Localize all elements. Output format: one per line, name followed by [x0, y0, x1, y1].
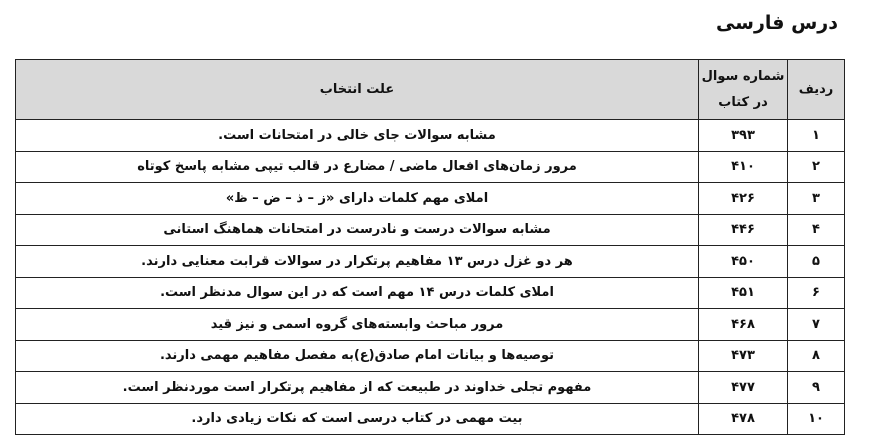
question-number: ۴۶۸ — [699, 309, 788, 341]
question-number: ۴۵۱ — [699, 277, 788, 309]
header-question-number-line2: در کتاب — [718, 94, 768, 110]
question-number: ۴۱۰ — [699, 151, 788, 183]
selection-reason: بیت مهمی در کتاب درسی است که نکات زیادی دارد. — [16, 403, 699, 435]
table-row — [16, 340, 845, 372]
header-row-number: ردیف — [788, 60, 845, 120]
page-title: درس فارسی — [716, 12, 838, 34]
table-row — [16, 403, 845, 435]
table-row — [16, 183, 845, 215]
question-number: ۳۹۳ — [699, 120, 788, 152]
selection-reason: مرور مباحث وابسته‌های گروه اسمی و نیز قید — [16, 309, 699, 341]
header-question-number-line1: شماره سوال — [701, 68, 785, 84]
table-row — [16, 151, 845, 183]
table-row — [16, 372, 845, 404]
selection-reason: مشابه سوالات درست و نادرست در امتحانات هماهنگ استانی — [16, 214, 699, 246]
row-number: ۷ — [788, 309, 845, 341]
row-number: ۲ — [788, 151, 845, 183]
row-number: ۱۰ — [788, 403, 845, 435]
row-number: ۶ — [788, 277, 845, 309]
table-row — [16, 120, 845, 152]
table-header-row — [16, 60, 845, 120]
selection-reason: مرور زمان‌های افعال ماضی / مضارع در قالب تیپی مشابه پاسخ کوتاه — [16, 151, 699, 183]
row-number: ۵ — [788, 246, 845, 278]
row-number: ۳ — [788, 183, 845, 215]
question-number: ۴۷۳ — [699, 340, 788, 372]
question-number: ۴۴۶ — [699, 214, 788, 246]
selection-reason: املای مهم کلمات دارای «ز – ذ – ض – ظ» — [16, 183, 699, 215]
selection-reason: مفهوم تجلی خداوند در طبیعت که از مفاهیم پرتکرار است موردنظر است. — [16, 372, 699, 404]
table-row — [16, 214, 845, 246]
question-number: ۴۷۸ — [699, 403, 788, 435]
row-number: ۴ — [788, 214, 845, 246]
table-row — [16, 277, 845, 309]
selection-reason: املای کلمات درس ۱۴ مهم است که در این سوال مدنظر است. — [16, 277, 699, 309]
question-number: ۴۲۶ — [699, 183, 788, 215]
question-number: ۴۵۰ — [699, 246, 788, 278]
row-number: ۱ — [788, 120, 845, 152]
row-number: ۹ — [788, 372, 845, 404]
selection-reason: توصیه‌ها و بیانات امام صادق(ع)به مفصل مفاهیم مهمی دارند. — [16, 340, 699, 372]
table-row — [16, 246, 845, 278]
table-row — [16, 309, 845, 341]
question-number: ۴۷۷ — [699, 372, 788, 404]
selection-reason: مشابه سوالات جای خالی در امتحانات است. — [16, 120, 699, 152]
header-reason: علت انتخاب — [16, 60, 699, 120]
questions-table — [15, 59, 845, 435]
row-number: ۸ — [788, 340, 845, 372]
header-question-number — [699, 60, 788, 120]
selection-reason: هر دو غزل درس ۱۳ مفاهیم پرتکرار در سوالات قرابت معنایی دارند. — [16, 246, 699, 278]
